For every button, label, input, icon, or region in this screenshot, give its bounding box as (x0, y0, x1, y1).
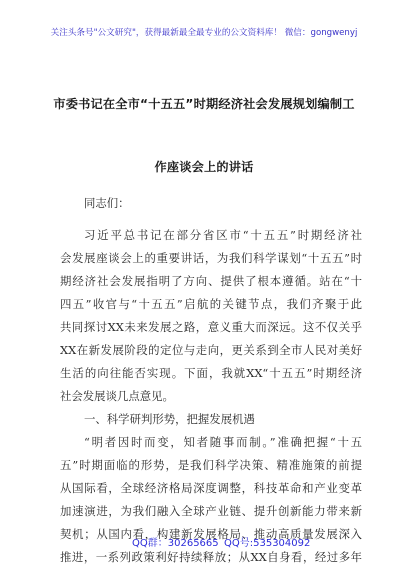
document-title-line-1: 市委书记在全市“十五五”时期经济社会发展规划编制工 (53, 97, 355, 111)
salutation: 同志们： (84, 196, 130, 210)
paragraph-line: 会发展座谈会上的重要讲话，为我们科学谋划“十五五”时 (60, 251, 362, 265)
paragraph-line: XX在新发展阶段的定位与走向，更关系到全市人民对美好 (60, 343, 362, 357)
paragraph-line: 期经济社会发展指明了方向、提供了根本遵循。站在“十 (60, 274, 362, 288)
section-heading: 一、科学研判形势，把握发展机遇 (84, 412, 255, 426)
paragraph-line: 四五”收官与“十五五”启航的关键节点，我们齐聚于此 (60, 297, 362, 311)
document-title-line-2: 作座谈会上的讲话 (154, 160, 254, 174)
paragraph-line: 五”时期面临的形势，是我们科学决策、精准施策的前提 (60, 458, 362, 472)
footer-qq-number: QQ号:535304092 (224, 538, 311, 549)
paragraph-line: 生活的向往能否实现。下面，我就XX“十五五”时期经济 (60, 366, 362, 380)
paragraph-line: “明者因时而变，知者随事而制。”准确把握“十五 (84, 435, 362, 449)
paragraph-line: 契机；从国内看，构建新发展格局、推动高质量发展深入 (60, 527, 362, 541)
paragraph-line: 推进，一系列政策利好持续释放；从XX自身看，经过多年 (60, 550, 362, 564)
paragraph-line: 共同探讨XX未来发展之路，意义重大而深远。这不仅关乎 (60, 320, 362, 334)
header-watermark-note: 关注头条号"公文研究"，获得最新最全最专业的公文资料库！ 微信：gongwenyj (50, 28, 358, 38)
paragraph-line: 从国际看，全球经济格局深度调整，科技革命和产业变革 (60, 481, 362, 495)
paragraph-line: 社会发展谈几点意见。 (60, 389, 174, 403)
paragraph-line: 习近平总书记在部分省区市“十五五”时期经济社 (84, 228, 362, 242)
footer-qq-group: QQ群：30265665 (132, 538, 219, 549)
paragraph-line: 加速演进，为我们融入全球产业链、提升创新能力带来新 (60, 504, 362, 518)
